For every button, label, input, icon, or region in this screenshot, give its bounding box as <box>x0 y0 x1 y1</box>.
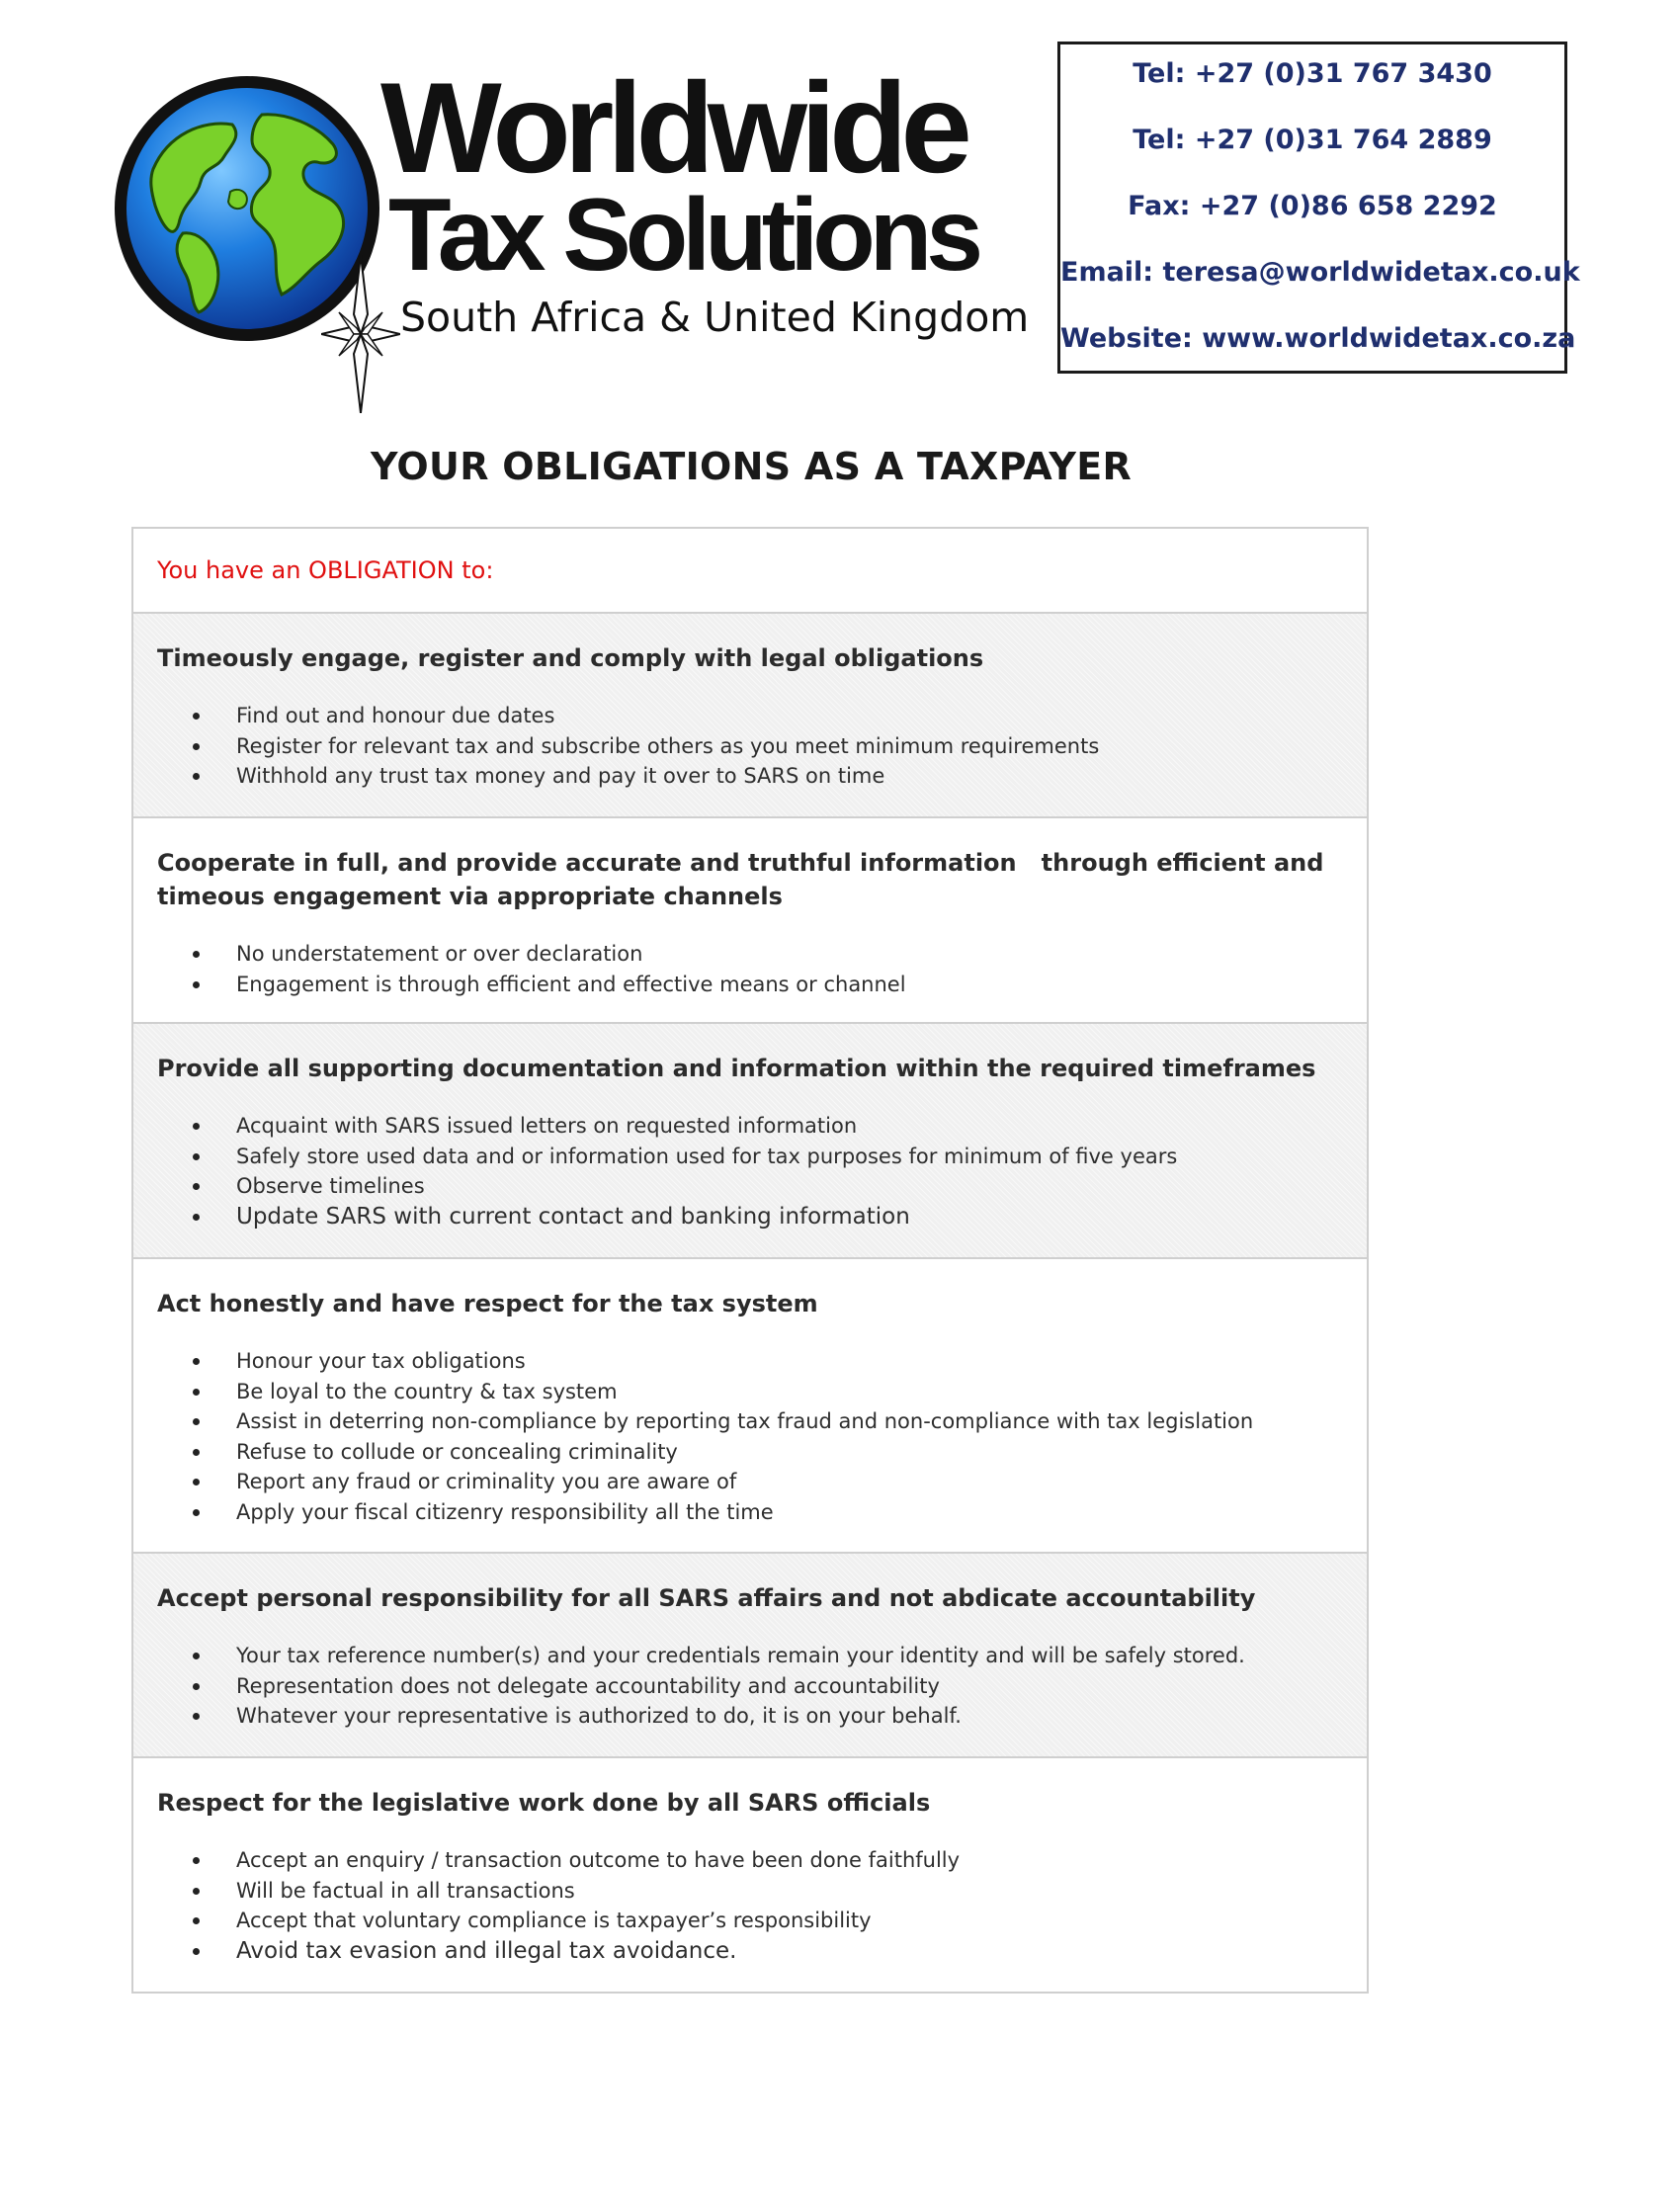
obligation-intro: You have an OBLIGATION to: <box>157 556 494 584</box>
table-header <box>133 529 1367 614</box>
list-item: No understatement or over declaration <box>193 939 1343 970</box>
list-item: Find out and honour due dates <box>193 701 1343 731</box>
list-item: Apply your fiscal citizenry responsibility all the time <box>193 1497 1343 1528</box>
page-title: YOUR OBLIGATIONS AS A TAXPAYER <box>370 445 1133 488</box>
list-item: Representation does not delegate accountability and accountability <box>193 1671 1343 1702</box>
bullet-list <box>157 939 1343 999</box>
logo-tagline: South Africa & United Kingdom <box>400 294 1030 341</box>
section-heading: Cooperate in full, and provide accurate and truthful information through efficient and timeous engagement via appropriate channels <box>157 849 1332 910</box>
logo-text-worldwide: Worldwide <box>380 55 966 200</box>
bullet-list <box>157 1845 1343 1966</box>
section-heading: Provide all supporting documentation and information within the required timeframes <box>157 1055 1316 1082</box>
list-item: Acquaint with SARS issued letters on requested information <box>193 1111 1343 1142</box>
list-item: Avoid tax evasion and illegal tax avoidance. <box>193 1936 1343 1967</box>
list-item: Update SARS with current contact and banking information <box>193 1202 1343 1232</box>
company-logo <box>114 55 1030 364</box>
obligation-section <box>133 818 1367 1024</box>
bullet-list <box>157 1111 1343 1231</box>
bullet-list <box>157 1346 1343 1527</box>
list-item: Withhold any trust tax money and pay it over to SARS on time <box>193 761 1343 792</box>
obligations-table <box>131 527 1369 1994</box>
list-item: Report any fraud or criminality you are aware of <box>193 1467 1343 1497</box>
list-item: Your tax reference number(s) and your credentials remain your identity and will be safely stored. <box>193 1641 1343 1671</box>
list-item: Observe timelines <box>193 1171 1343 1202</box>
section-heading: Timeously engage, register and comply with legal obligations <box>157 644 984 672</box>
list-item: Engagement is through efficient and effective means or channel <box>193 970 1343 1000</box>
bullet-list <box>157 701 1343 792</box>
list-item: Safely store used data and or information used for tax purposes for minimum of five years <box>193 1142 1343 1172</box>
obligation-section <box>133 614 1367 818</box>
list-item: Accept that voluntary compliance is taxpayer’s responsibility <box>193 1906 1343 1936</box>
list-item: Register for relevant tax and subscribe others as you meet minimum requirements <box>193 731 1343 762</box>
contact-email[interactable]: Email: teresa@worldwidetax.co.uk <box>1060 257 1580 288</box>
list-item: Assist in deterring non-compliance by reporting tax fraud and non-compliance with tax legislation <box>193 1406 1343 1437</box>
section-heading: Act honestly and have respect for the tax system <box>157 1290 818 1317</box>
obligation-section <box>133 1554 1367 1758</box>
list-item: Refuse to collude or concealing criminality <box>193 1437 1343 1468</box>
contact-website[interactable]: Website: www.worldwidetax.co.za <box>1060 323 1576 354</box>
list-item: Be loyal to the country & tax system <box>193 1377 1343 1407</box>
list-item: Accept an enquiry / transaction outcome to have been done faithfully <box>193 1845 1343 1876</box>
obligation-section <box>133 1259 1367 1554</box>
list-item: Whatever your representative is authorized to do, it is on your behalf. <box>193 1701 1343 1732</box>
section-heading: Respect for the legislative work done by all SARS officials <box>157 1789 931 1817</box>
contact-tel-2: Tel: +27 (0)31 764 2889 <box>1133 125 1492 155</box>
obligation-section <box>133 1024 1367 1259</box>
obligation-section <box>133 1758 1367 1992</box>
list-item: Honour your tax obligations <box>193 1346 1343 1377</box>
list-item: Will be factual in all transactions <box>193 1876 1343 1907</box>
contact-tel-1: Tel: +27 (0)31 767 3430 <box>1133 58 1492 89</box>
logo-text-tax-solutions: Tax Solutions <box>388 178 978 293</box>
contact-fax: Fax: +27 (0)86 658 2292 <box>1128 191 1497 221</box>
contact-box <box>1057 42 1580 374</box>
bullet-list <box>157 1641 1343 1732</box>
section-heading: Accept personal responsibility for all SARS affairs and not abdicate accountability <box>157 1584 1256 1612</box>
